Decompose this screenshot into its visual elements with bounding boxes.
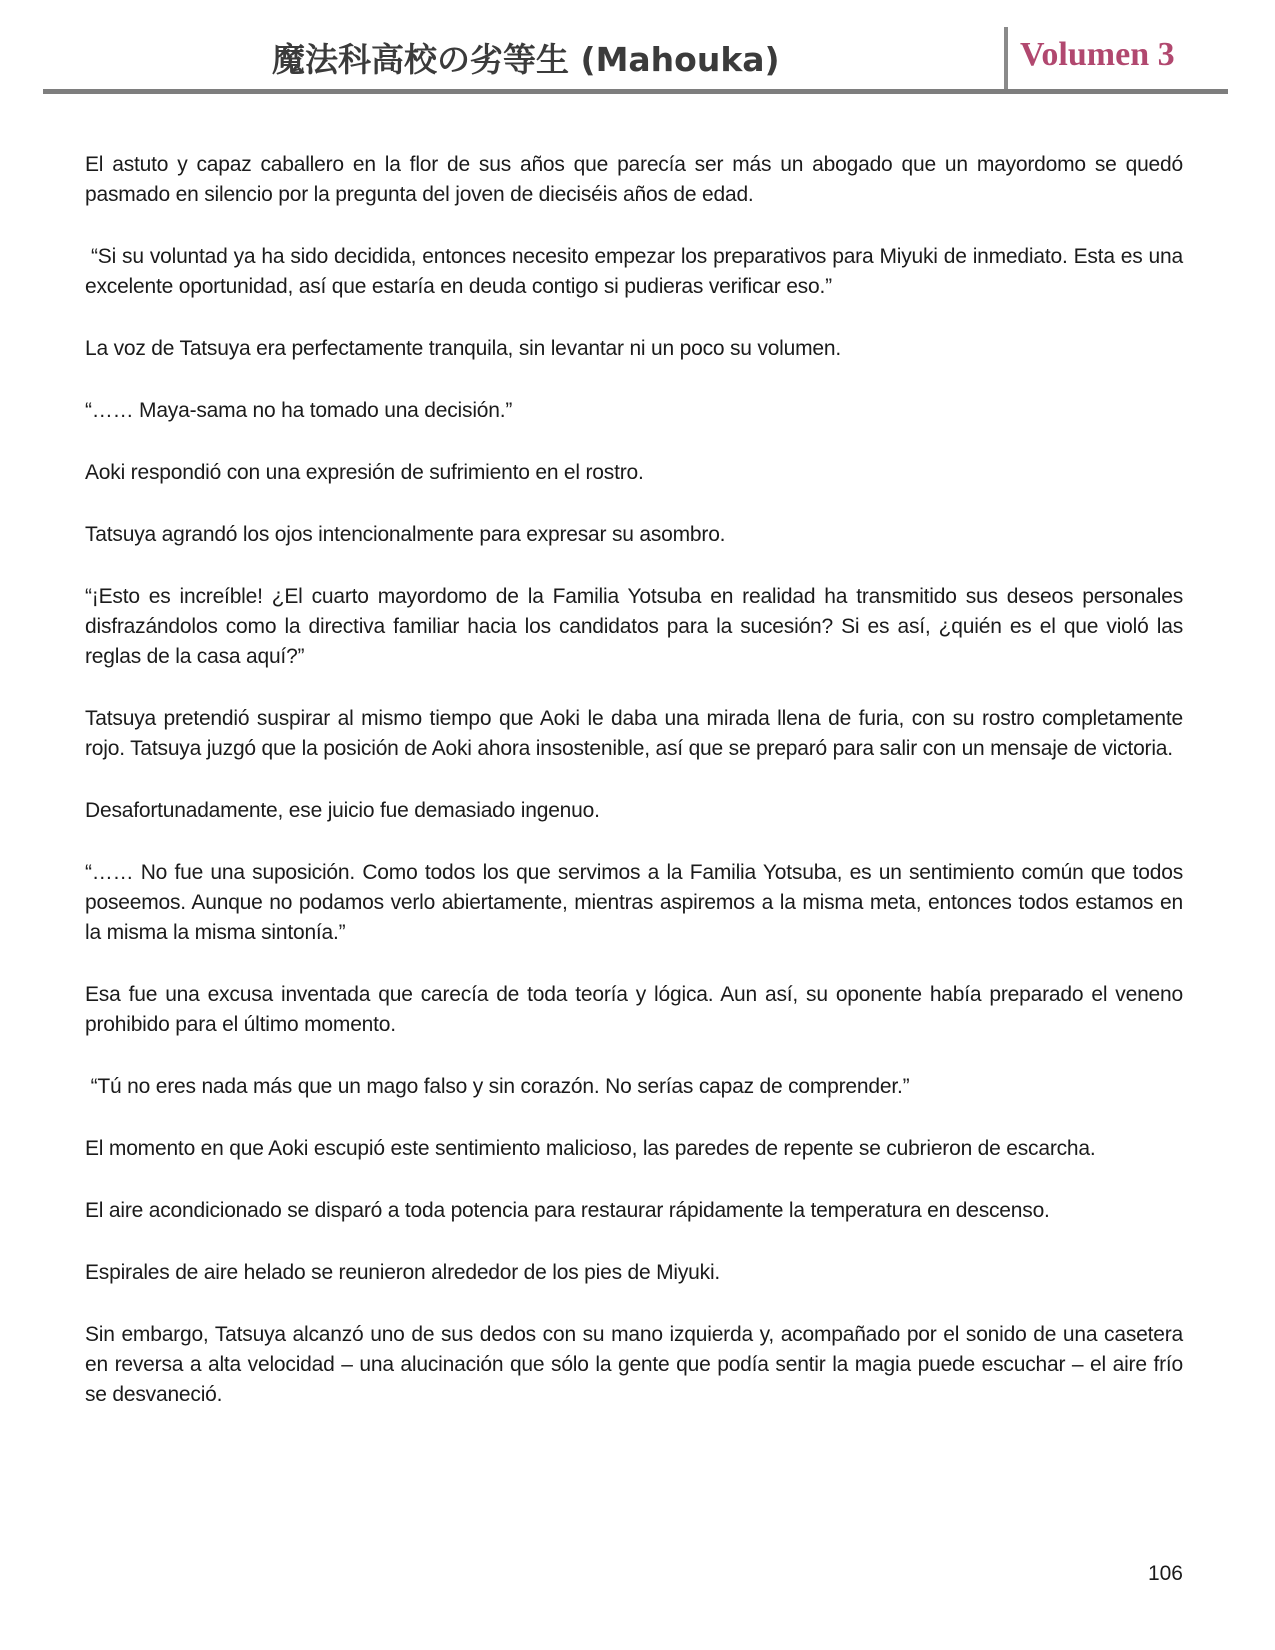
paragraph: El momento en que Aoki escupió este sentimiento malicioso, las paredes de repente se cubrieron de escarcha.: [85, 1137, 1096, 1160]
paragraph: “Tú no eres nada más que un mago falso y sin corazón. No serías capaz de comprender.”: [85, 1075, 910, 1098]
paragraph: Sin embargo, Tatsuya alcanzó uno de sus dedos con su mano izquierda y, acompañado por el sonido de una casetera en reversa a alta velocidad – una alucinación que sólo la gente que podía sentir la magia puede escuchar – el aire frío se desvaneció.: [85, 1323, 1189, 1406]
header-rule: [43, 89, 1228, 94]
paragraph: El astuto y capaz caballero en la flor de sus años que parecía ser más un abogado que un mayordomo se quedó pasmado en silencio por la pregunta del joven de dieciséis años de edad.: [85, 153, 1189, 206]
paragraph: Tatsuya agrandó los ojos intencionalmente para expresar su asombro.: [85, 523, 726, 546]
header-divider-bar: [1004, 27, 1008, 90]
volume-label: Volumen 3: [1020, 36, 1175, 73]
page-header-title: 魔法科高校の劣等生 (Mahouka): [272, 40, 780, 79]
paragraph: Esa fue una excusa inventada que carecía de toda teoría y lógica. Aun así, su oponente había preparado el veneno prohibido para el último momento.: [85, 983, 1189, 1036]
paragraph: Espirales de aire helado se reunieron alrededor de los pies de Miyuki.: [85, 1261, 721, 1284]
paragraph: Tatsuya pretendió suspirar al mismo tiempo que Aoki le daba una mirada llena de furia, con su rostro completamente rojo. Tatsuya juzgó que la posición de Aoki ahora insostenible, así que se preparó para salir con un mensaje de victoria.: [85, 707, 1189, 760]
paragraph: “¡Esto es increíble! ¿El cuarto mayordomo de la Familia Yotsuba en realidad ha transmitido sus deseos personales disfrazándolos como la directiva familiar hacia los candidatos para la sucesión? Si es así, ¿quién es el que violó las reglas de la casa aquí?”: [85, 585, 1189, 668]
paragraph: “…… No fue una suposición. Como todos los que servimos a la Familia Yotsuba, es un sentimiento común que todos poseemos. Aunque no podamos verlo abiertamente, mientras aspiremos a la misma meta, entonces todos estamos en la misma la misma sintonía.”: [85, 861, 1189, 944]
paragraph: Aoki respondió con una expresión de sufrimiento en el rostro.: [85, 461, 644, 484]
page-body: [85, 150, 1189, 1442]
paragraph: La voz de Tatsuya era perfectamente tranquila, sin levantar ni un poco su volumen.: [85, 337, 842, 360]
paragraph: “Si su voluntad ya ha sido decidida, entonces necesito empezar los preparativos para Miyuki de inmediato. Esta es una excelente oportunidad, así que estaría en deuda contigo si pudieras verificar eso.”: [85, 245, 1189, 298]
page-number: 106: [1147, 1562, 1183, 1585]
paragraph: Desafortunadamente, ese juicio fue demasiado ingenuo.: [85, 799, 600, 822]
paragraph: “…… Maya-sama no ha tomado una decisión.”: [85, 399, 513, 422]
paragraph: El aire acondicionado se disparó a toda potencia para restaurar rápidamente la temperatura en descenso.: [85, 1199, 1050, 1222]
